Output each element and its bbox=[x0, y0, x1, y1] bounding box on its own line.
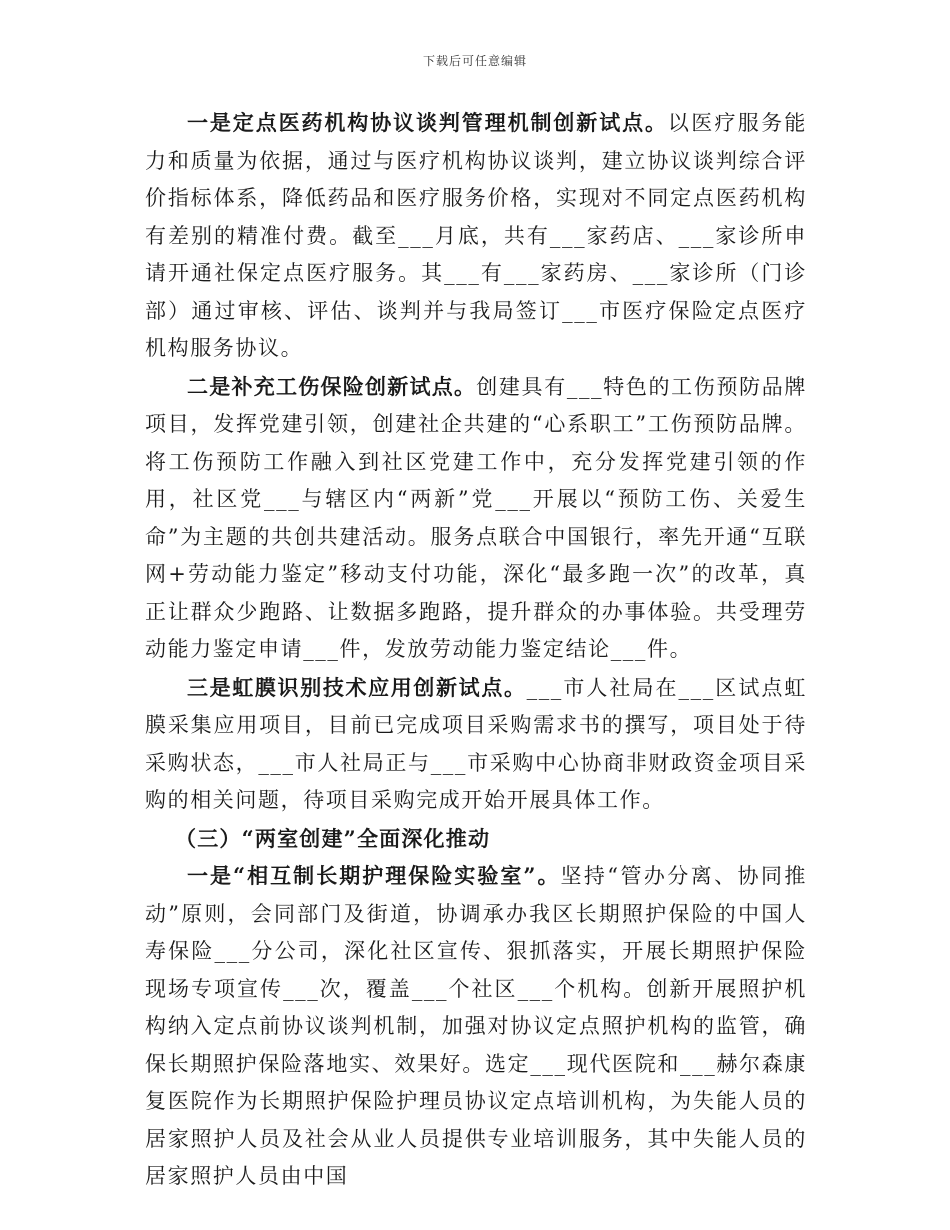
document-body bbox=[145, 104, 807, 1196]
section-heading: （三）“两室创建”全面深化推动 bbox=[175, 825, 491, 851]
paragraph-lead: 一是定点医药机构协议谈判管理机制创新试点。 bbox=[187, 110, 668, 135]
paragraph-lead: 一是“相互制长期护理保险实验室”。 bbox=[187, 863, 561, 888]
paragraph-text: 坚持“管办分离、协同推动”原则，会同部门及街道，协调承办我区长期照护保险的中国人寿保险___分公司，深化社区宣传、狠抓落实，开展长期照护保险现场专项宣传___次，覆盖___个社区___个机构。创新开展照护机构纳入定点前协议谈判机制，加强对协议定点照护机构的监管，确保长期照护保险落地实、效果好。选定___现代医院和___赫尔森康复医院作为长期照护保险护理员协议定点培训机构，为失能人员的居家照护人员及社会从业人员提供专业培训服务，其中失能人员的居家照护人员由中国 bbox=[145, 864, 807, 1188]
paragraph-text: ___市人社局在___区试点虹膜采集应用项目，目前已完成项目采购需求书的撰写，项目处于待采购状态，___市人社局正与___市采购中心协商非财政资金项目采购的相关问题，待项目采购完成开始开展具体工作。 bbox=[145, 675, 808, 812]
paragraph-long-term-care-lab bbox=[145, 857, 807, 1196]
paragraph-negotiation-pilot bbox=[145, 104, 807, 368]
paragraph-lead: 二是补充工伤保险创新试点。 bbox=[187, 373, 477, 399]
page-header: 下载后可任意编辑 bbox=[422, 54, 527, 68]
paragraph-injury-insurance-pilot bbox=[145, 368, 807, 669]
paragraph-iris-recognition-pilot bbox=[145, 669, 807, 820]
paragraph-lead: 三是虹膜识别技术应用创新试点。 bbox=[187, 674, 527, 700]
paragraph-text: 创建具有___特色的工伤预防品牌项目，发挥党建引领，创建社企共建的“心系职工”工伤预防品牌。将工伤预防工作融入到社区党建工作中，充分发挥党建引领的作用，社区党___与辖区内“两新”党___开展以“预防工伤、关爱生命”为主题的共创共建活动。服务点联合中国银行，率先开通“互联网+劳动能力鉴定”移动支付功能，深化“最多跑一次”的改革，真正让群众少跑路、让数据多跑路，提升群众的办事体验。共受理劳动能力鉴定申请___件，发放劳动能力鉴定结论___件。 bbox=[145, 374, 807, 661]
paragraph-text: 以医疗服务能力和质量为依据，通过与医疗机构协议谈判，建立协议谈判综合评价指标体系，降低药品和医疗服务价格，实现对不同定点医药机构有差别的精准付费。截至___月底，共有___家药店、___家诊所申请开通社保定点医疗服务。其___有___家药房、___家诊所（门诊部）通过审核、评估、谈判并与我局签订___市医疗保险定点医疗机构服务协议。 bbox=[145, 111, 807, 360]
